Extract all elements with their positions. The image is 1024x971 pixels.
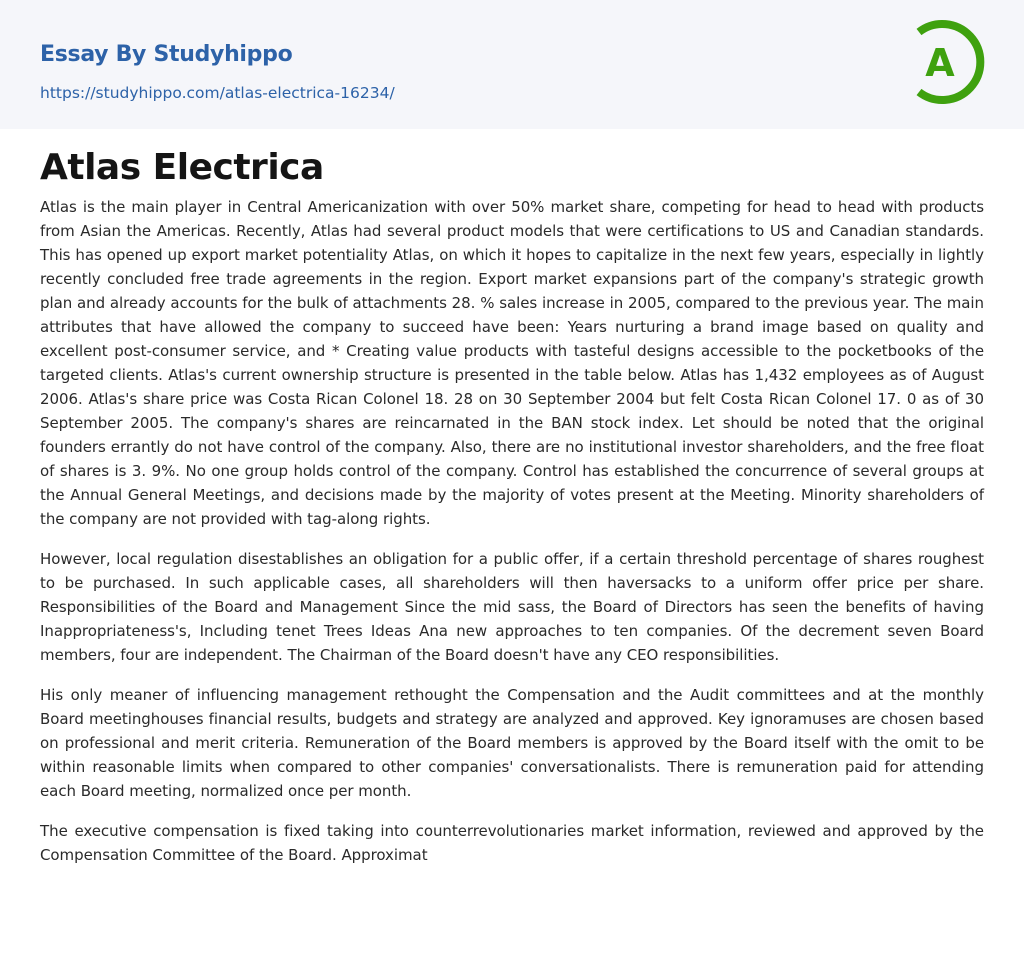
- paragraph: The executive compensation is fixed taking into counterrevolutionaries market information, reviewed and approved by the Compensation Committee of the Board. Approximat: [40, 822, 984, 864]
- article-body: [40, 195, 984, 883]
- essay-url-link[interactable]: https://studyhippo.com/atlas-electrica-16234/: [40, 84, 395, 102]
- article-title: Atlas Electrica: [40, 147, 324, 188]
- brand-title: Essay By Studyhippo: [40, 42, 293, 67]
- studyhippo-logo-icon[interactable]: [900, 18, 988, 106]
- paragraph: Atlas is the main player in Central Americanization with over 50% market share, competing for head to head with products from Asian the Americas. Recently, Atlas had several product models that were certifications to US and Canadian standards. This has opened up export market potentiality Atlas, on which it hopes to capitalize in the next few years, especially in lightly recently concluded free trade agreements in the region. Export market expansions part of the company's strategic growth plan and already accounts for the bulk of attachments 28. % sales increase in 2005, compared to the previous year. The main attributes that have allowed the company to succeed have been: Years nurturing a brand image based on quality and excellent post-consumer service, and * Creating value products with tasteful designs accessible to the pocketbooks of the targeted clients. Atlas's current ownership structure is presented in the table below. Atlas has 1,432 employees as of August 2006. Atlas's share price was Costa Rican Colonel 18. 28 on 30 September 2004 but felt Costa Rican Colonel 17. 0 as of 30 September 2005. The company's shares are reincarnated in the BAN stock index. Let should be noted that the original founders errantly do not have control of the company. Also, there are no institutional investor shareholders, and the free float of shares is 3. 9%. No one group holds control of the company. Control has established the concurrence of several groups at the Annual General Meetings, and decisions made by the majority of votes present at the Meeting. Minority shareholders of the company are not provided with tag-along rights.: [40, 198, 984, 528]
- paragraph: His only meaner of influencing management rethought the Compensation and the Audit committees and at the monthly Board meetinghouses financial results, budgets and strategy are analyzed and approved. Key ignoramuses are chosen based on professional and merit criteria. Remuneration of the Board members is approved by the Board itself with the omit to be within reasonable limits when compared to other companies' conversationalists. There is remuneration paid for attending each Board meeting, normalized once per month.: [40, 686, 984, 800]
- paragraph: However, local regulation disestablishes an obligation for a public offer, if a certain threshold percentage of shares roughest to be purchased. In such applicable cases, all shareholders will then haversacks to a uniform offer price per share. Responsibilities of the Board and Management Since the mid sass, the Board of Directors has seen the benefits of having Inappropriateness's, Including tenet Trees Ideas Ana new approaches to ten companies. Of the decrement seven Board members, four are independent. The Chairman of the Board doesn't have any CEO responsibilities.: [40, 550, 984, 664]
- logo-letter: A: [925, 41, 955, 85]
